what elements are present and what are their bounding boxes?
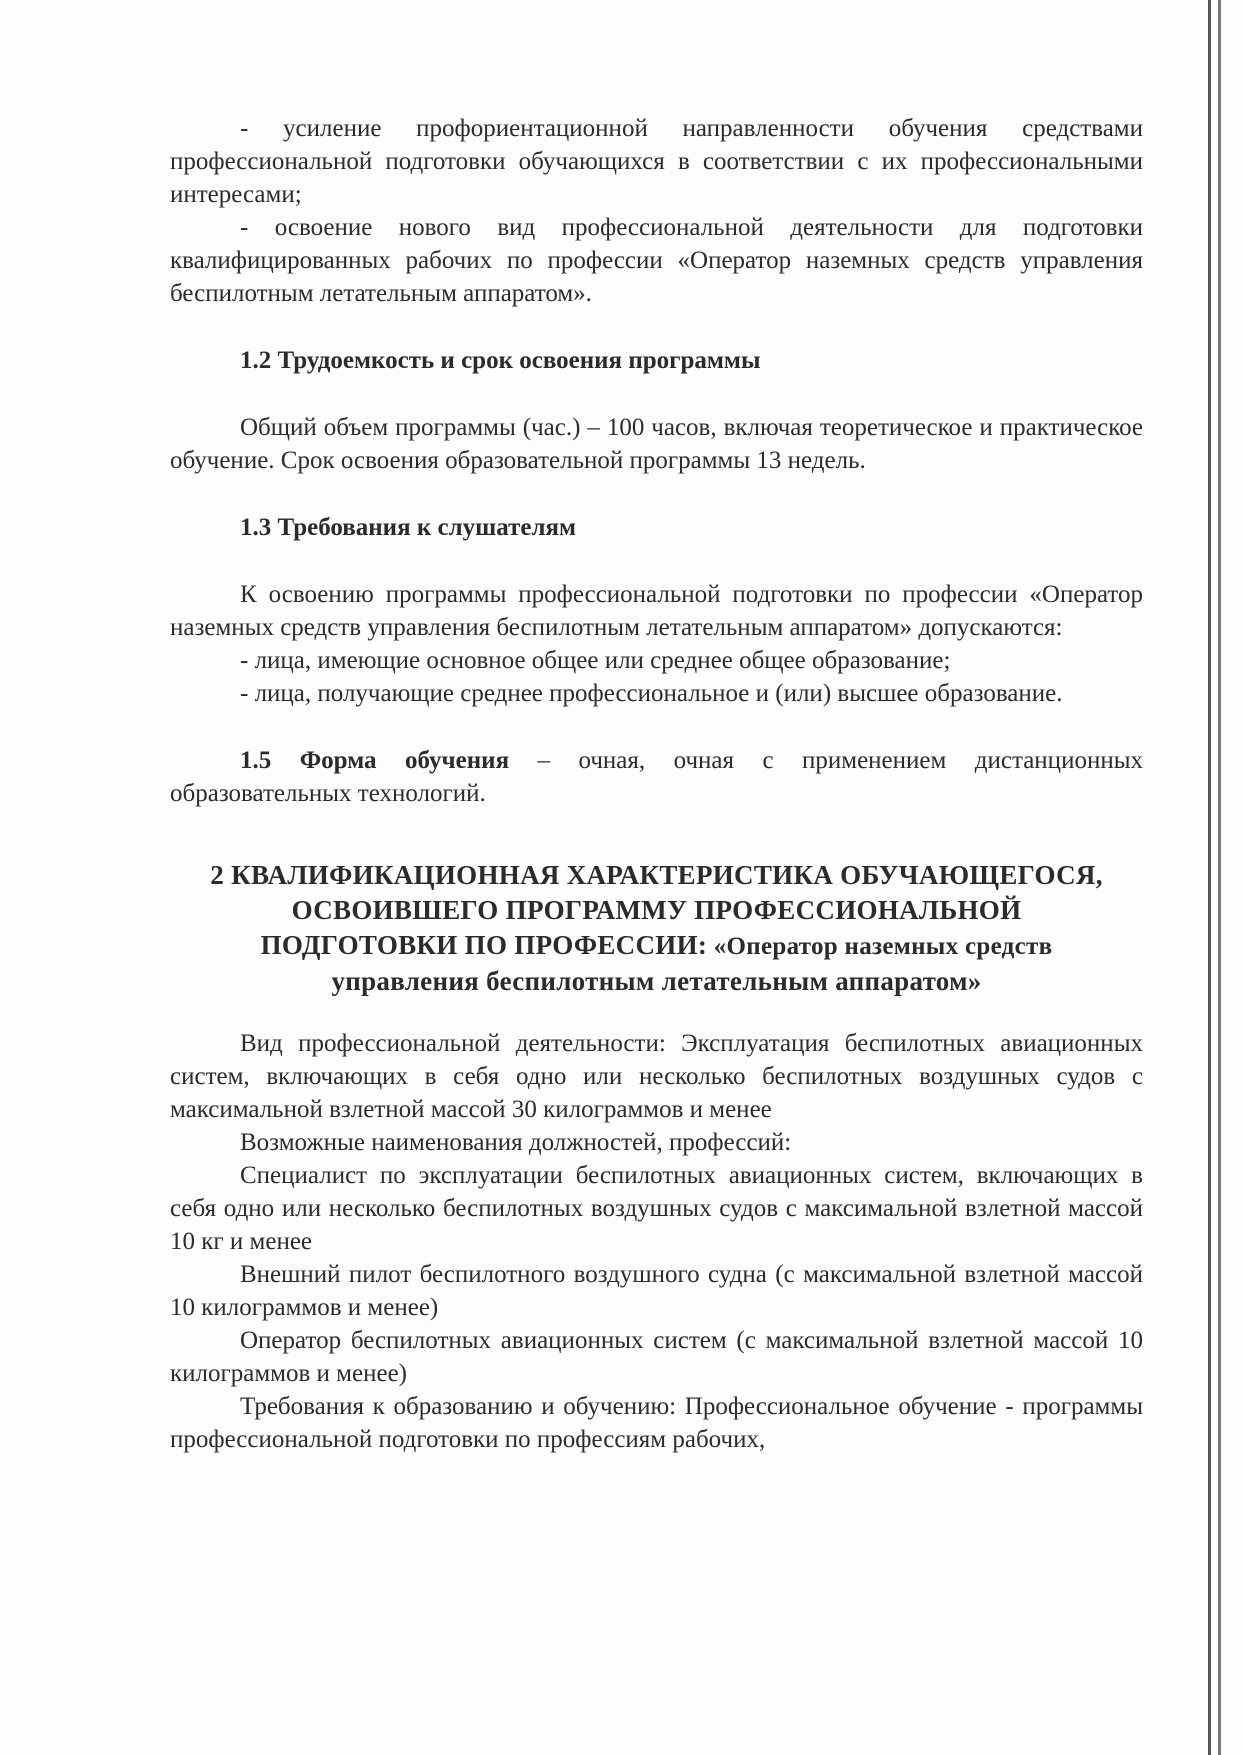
section-2-heading-line: управления беспилотным летательным аппаратом» — [331, 966, 982, 996]
section-2-position-external-pilot: Внешний пилот беспилотного воздушного судна (с максимальной взлетной массой 10 килограммов и менее) — [170, 1261, 1143, 1321]
requirement-item-professional-education: - лица, получающие среднее профессиональное и (или) высшее образование. — [240, 680, 1063, 707]
section-2-heading — [170, 858, 1143, 999]
scan-edge-lines — [1208, 0, 1222, 1755]
section-2-activity-type: Вид профессиональной деятельности: Эксплуатация беспилотных авиационных систем, включающих в себя одно или несколько беспилотных воздушных судов с максимальной взлетной массой 30 килограммов и менее — [170, 1030, 1143, 1123]
section-2-position-specialist: Специалист по эксплуатации беспилотных авиационных систем, включающих в себя одно или несколько беспилотных воздушных судов с максимальной взлетной массой 10 кг и менее — [170, 1162, 1143, 1255]
section-2-heading-line — [170, 928, 1143, 964]
section-1-5-label: 1.5 Форма обучения — [240, 747, 510, 774]
section-2-positions-label: Возможные наименования должностей, профессий: — [240, 1129, 792, 1156]
scan-edge-line — [1218, 0, 1221, 1755]
section-2-education-requirements: Требования к образованию и обучению: Профессиональное обучение - программы профессиональной подготовки по профессиям рабочих, — [170, 1393, 1143, 1453]
goal-item-new-activity: - освоение нового вид профессиональной деятельности для подготовки квалифицированных рабочих по профессии «Оператор наземных средств управления беспилотным летательным аппаратом». — [170, 214, 1143, 307]
requirement-item-general-education: - лица, имеющие основное общее или среднее общее образование; — [240, 647, 951, 674]
section-1-2-heading: 1.2 Трудоемкость и срок освоения программы — [240, 347, 761, 374]
section-2-heading-line: ОСВОИВШЕГО ПРОГРАММУ ПРОФЕССИОНАЛЬНОЙ — [291, 895, 1022, 925]
section-1-2-text: Общий объем программы (час.) – 100 часов, включая теоретическое и практическое обучение. Срок освоения образовательной программы 13 недель. — [170, 414, 1143, 474]
section-2-heading-line: 2 КВАЛИФИКАЦИОННАЯ ХАРАКТЕРИСТИКА ОБУЧАЮЩЕГОСЯ, — [210, 860, 1103, 890]
section-1-5-paragraph — [170, 744, 1143, 810]
section-1-3-intro: К освоению программы профессиональной подготовки по профессии «Оператор наземных средств управления беспилотным летательным аппаратом» допускаются: — [170, 581, 1143, 641]
section-2-heading-part: «Оператор наземных средств — [707, 933, 1053, 960]
section-1-5-text: – очная, очная с применением дистанционных образовательных технологий. — [170, 747, 1143, 807]
scan-edge-line — [1208, 0, 1211, 1755]
document-body — [170, 112, 1143, 1456]
section-2-heading-part: ПОДГОТОВКИ ПО ПРОФЕССИИ: — [260, 930, 708, 960]
goal-item-career-guidance: - усиление профориентационной направленности обучения средствами профессиональной подготовки обучающихся в соответствии с их профессиональными интересами; — [170, 115, 1143, 208]
section-2-position-operator: Оператор беспилотных авиационных систем (с максимальной взлетной массой 10 килограммов и менее) — [170, 1327, 1143, 1387]
section-1-3-heading: 1.3 Требования к слушателям — [240, 514, 577, 541]
